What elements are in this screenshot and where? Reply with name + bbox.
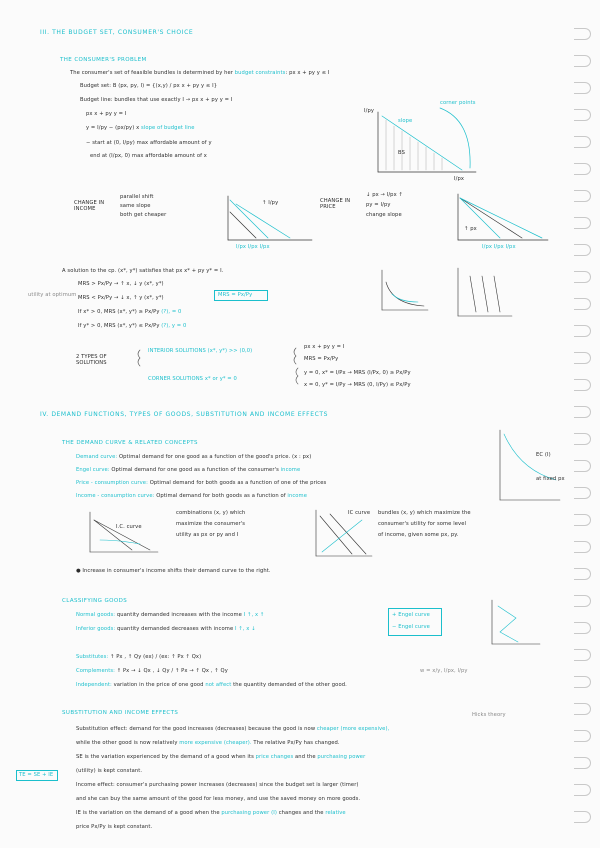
ie-line4: price Px/Py is kept constant.: [76, 824, 153, 830]
income-note-0: parallel shift: [120, 194, 154, 200]
substitution-heading: SUBSTITUTION AND INCOME EFFECTS: [62, 710, 179, 716]
demand-heading: THE DEMAND CURVE & RELATED CONCEPTS: [62, 440, 198, 446]
price-change-graph: [458, 194, 548, 240]
bs-label: BS: [398, 150, 405, 156]
hicks-note: Hicks theory: [472, 712, 506, 718]
right-note: w = x/y, I/px, I/py: [420, 668, 468, 674]
eq3: − start at (0, I/py) max affordable amount of y: [86, 140, 212, 146]
budget-line-def: Budget line: bundles that use exactly I → px x + py y = I: [80, 97, 233, 103]
side-note: utility at optimum: [28, 292, 77, 298]
complements: Complements: ↑ Px → ↓ Qx , ↓ Qy / ↑ Px → ↑ Qx , ↑ Qy: [76, 668, 228, 674]
price-note-0: ↓ px → I/px ↑: [366, 192, 403, 198]
combos-2: utility as px or py and I: [176, 532, 239, 538]
price-axis: I/px I/px I/px: [482, 244, 516, 250]
section3-title: III. THE BUDGET SET, CONSUMER'S CHOICE: [40, 29, 194, 36]
cp-line1: The consumer's set of feasible bundles is determined by her budget constraints: px x + py y ≤ I: [70, 70, 330, 76]
eq4: end at (I/px, 0) max affordable amount of x: [90, 153, 207, 159]
te-tag: TE = SE + IE: [19, 772, 54, 778]
classifying-graph: [492, 600, 540, 644]
substitutes: Substitutes: ↑ Px , ↑ Qy (ex) / (ex: ↑ Px ↑ Qx): [76, 654, 202, 660]
corner-r2: x = 0, y* = I/Py → MRS (0, I/Py) ≤ Px/Py: [304, 382, 411, 388]
price-tag: ↑ px: [464, 226, 477, 232]
se-line2: while the other good is now relatively more expensive (cheaper). The relative Px/Py has changed.: [76, 740, 340, 746]
income-consumption-graph: [316, 510, 372, 556]
pc-curve-label: I.C. curve: [116, 524, 142, 530]
mrs-lt: MRS < Px/Py → ↓ x, ↑ y (x*, y*): [78, 295, 164, 301]
if-x: If x* > 0, MRS (x*, y*) ≥ Px/Py (?), = 0: [78, 309, 182, 315]
solution-line1: A solution to the cp. (x*, y*) satisfies that px x* + py y* = I.: [62, 268, 224, 274]
classifying-heading: CLASSIFYING GOODS: [62, 598, 128, 604]
engel-curve-graph: [500, 430, 560, 500]
price-consumption-graph: [90, 512, 158, 552]
if-y: If y* > 0, MRS (x*, y*) ≤ Px/Py (?), y = 0: [78, 323, 187, 329]
budget-set-graph: [378, 108, 476, 172]
income-axis: I/px I/px I/px: [236, 244, 270, 250]
corner-label: CORNER SOLUTIONS x* or y* = 0: [148, 376, 237, 382]
types-label: 2 TYPES OF SOLUTIONS: [76, 354, 107, 366]
price-note-2: change slope: [366, 212, 402, 218]
solution-graphs: [382, 268, 512, 316]
combos-1: maximize the consumer's: [176, 521, 246, 527]
engel-box-2: − Engel curve: [392, 624, 430, 630]
mrs-eq: MRS = Px/Py: [218, 292, 253, 298]
consumer-problem-heading: THE CONSUMER'S PROBLEM: [60, 57, 147, 63]
income-note-1: same slope: [120, 203, 151, 209]
independent: Independent: variation in the price of one good not affect the quantity demanded of the other good.: [76, 682, 347, 688]
ie-line1: Income effect: consumer's purchasing power increases (decreases) since the budget set is larger (timer): [76, 782, 359, 788]
income-tag: ↑ I/py: [262, 200, 279, 206]
bundles-2: of income, given some px, py.: [378, 532, 459, 538]
income-note-2: both get cheaper: [120, 212, 167, 218]
income-change-label: CHANGE IN INCOME: [74, 200, 105, 212]
combos-0: combinations (x, y) which: [176, 510, 246, 516]
normal-goods: Normal goods: quantity demanded increases with the income I ↑, x ↑: [76, 612, 265, 618]
section4-title: IV. DEMAND FUNCTIONS, TYPES OF GOODS, SUBSTITUTION AND INCOME EFFECTS: [40, 411, 329, 418]
price-note-1: py = I/py: [366, 202, 391, 208]
inferior-goods: Inferior goods: quantity demanded decreases with income I ↑, x ↓: [76, 626, 256, 632]
eq1: px x + py y = I: [86, 111, 127, 117]
ix-label: I/px: [454, 176, 465, 182]
demand-curve-def: Demand curve: Optimal demand for one good as a function of the good's price. (x : px): [76, 454, 312, 460]
budget-set-def: Budget set: B (px, py, I) = {(x,y) / px x + py y ≤ I}: [80, 83, 218, 89]
bundles-0: bundles (x, y) which maximize the: [378, 510, 471, 516]
ic-curve-def: Income - consumption curve: Optimal demand for both goods as a function of income: [76, 493, 308, 499]
interior-label: INTERIOR SOLUTIONS (x*, y*) >> (0,0): [148, 348, 253, 354]
ec-label: EC (I): [536, 452, 551, 458]
pc-curve-def: Price - consumption curve: Optimal demand for both goods as a function of one of the prices: [76, 480, 327, 486]
engel-curve-def: Engel curve: Optimal demand for one good as a function of the consumer's income: [76, 467, 301, 473]
se-line3: SE is the variation experienced by the demand of a good when its price changes and the purchasing power: [76, 754, 366, 760]
ie-line2: and she can buy the same amount of the good for less money, and use the saved money on more goods.: [76, 796, 361, 802]
interior-r1: px x + py y = I: [304, 344, 345, 350]
ie-line3: IE is the variation on the demand of a good when the purchasing power (I) changes and the relative: [76, 810, 346, 816]
price-change-label: CHANGE IN PRICE: [320, 198, 351, 210]
bundles-1: consumer's utility for some level: [378, 521, 467, 527]
se-line1: Substitution effect: demand for the good increases (decreases) because the good is now cheaper (more expensive),: [76, 726, 390, 732]
iy-label: I/py: [364, 108, 375, 114]
engel-box-1: + Engel curve: [392, 612, 430, 618]
eq2: y = I/py − (px/py) x slope of budget line: [86, 125, 195, 131]
increase-note: ● Increase in consumer's income shifts their demand curve to the right.: [76, 568, 271, 574]
se-line4: (utility) is kept constant.: [76, 768, 143, 774]
corner-points-label: corner points: [440, 100, 476, 106]
ecp-label: at fixed px: [536, 476, 565, 482]
mrs-gt: MRS > Px/Py → ↑ x, ↓ y (x*, y*): [78, 281, 164, 287]
corner-r1: y = 0, x* = I/Px → MRS (I/Px, 0) ≥ Px/Py: [304, 370, 411, 376]
ic-curve-label: IC curve: [348, 510, 371, 516]
interior-r2: MRS = Px/Py: [304, 356, 339, 362]
slope-label: slope: [398, 118, 413, 124]
